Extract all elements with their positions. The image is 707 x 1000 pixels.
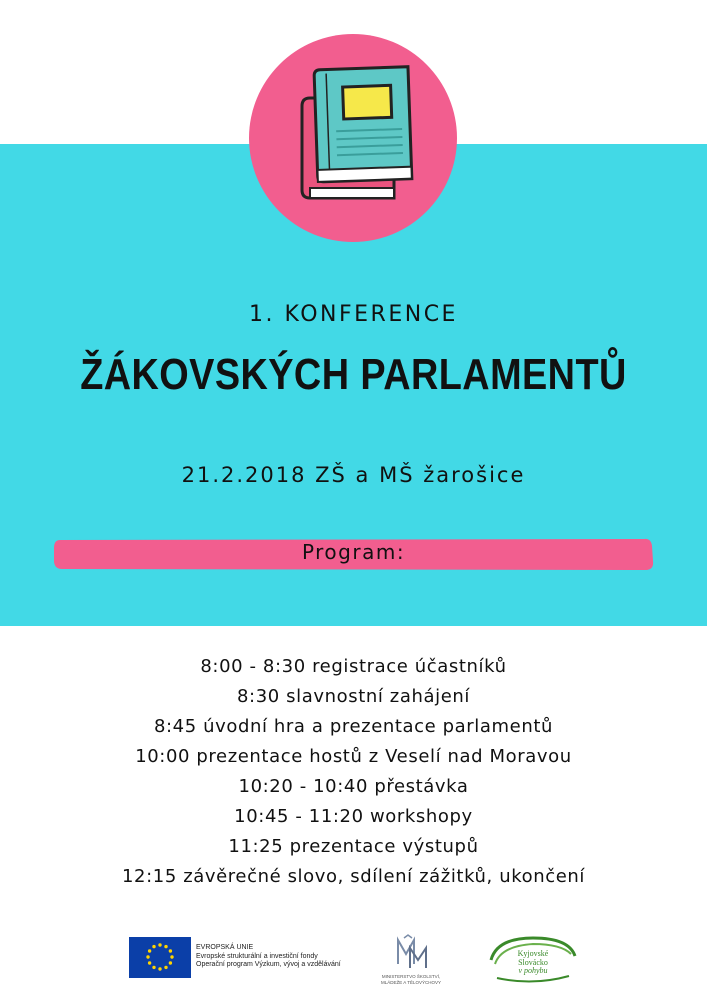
eu-line: Operační program Výzkum, vývoj a vzdělávání <box>196 961 341 968</box>
kyjov-line: Slovácko <box>518 957 548 967</box>
kyjov-line: v pohybu <box>518 966 548 975</box>
program-item: 8:30 slavnostní zahájení <box>237 686 470 707</box>
eu-title: EVROPSKÁ UNIE <box>196 944 254 951</box>
program-item: 10:45 - 11:20 workshopy <box>234 806 473 827</box>
kyjovske-slovacko-logo <box>487 934 579 984</box>
program-item: 12:15 závěrečné slovo, sdílení zážitků, ukončení <box>122 866 585 887</box>
program-item: 10:00 prezentace hostů z Veselí nad Moravou <box>135 746 572 767</box>
date-location: 21.2.2018 ZŠ a MŠ žarošice <box>181 463 526 487</box>
conference-subtitle: 1. KONFERENCE <box>249 302 458 327</box>
eu-flag-icon <box>129 937 191 978</box>
program-item: 8:45 úvodní hra a prezentace parlamentů <box>153 716 554 737</box>
program-banner <box>52 536 655 572</box>
program-item: 10:20 - 10:40 přestávka <box>238 776 469 797</box>
eu-funding-text <box>196 944 341 970</box>
eu-line: Evropské strukturální a investiční fondy <box>196 952 318 960</box>
kyjov-caption <box>487 950 579 976</box>
program-item: 8:00 - 8:30 registrace účastníků <box>200 656 507 677</box>
program-item: 11:25 prezentace výstupů <box>228 836 479 857</box>
book-emblem <box>248 0 458 243</box>
msmt-logo <box>370 934 452 990</box>
msmt-emblem-icon <box>394 934 430 972</box>
msmt-line: MLÁDEŽE A TĚLOVÝCHOVY <box>381 980 441 985</box>
program-list <box>0 652 707 892</box>
conference-title: ŽÁKOVSKÝCH PARLAMENTŮ <box>80 350 627 399</box>
books-icon <box>248 0 458 243</box>
msmt-caption <box>370 974 452 986</box>
program-heading: Program: <box>301 540 406 564</box>
kyjov-line: Kyjovské <box>517 949 549 958</box>
msmt-line: MINISTERSTVO ŠKOLSTVÍ, <box>381 974 441 979</box>
